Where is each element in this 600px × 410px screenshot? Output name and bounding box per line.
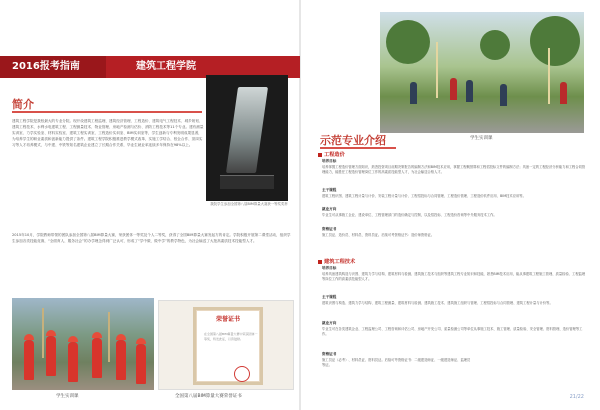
student-figure xyxy=(410,82,417,104)
tree xyxy=(530,16,580,66)
demo-underline xyxy=(320,147,396,149)
job-label: 就业方向 xyxy=(322,321,337,325)
goal-label: 培养目标 xyxy=(322,266,337,270)
cert-text: 施工员证（必考）、材料员证、资料员证。后续可考资格证书：二级建造师证、一级建造师证、监理员等证。 xyxy=(322,358,471,368)
certificate-photo xyxy=(158,300,294,390)
survey-pole xyxy=(436,42,438,98)
course-text: 建筑识图与构造、建筑力学与结构、建筑工程测量、建筑材料与检测、建筑施工技术、建筑施工组织与管理、工程招投标与合同管理、建筑工程计量与计价等。 xyxy=(322,301,553,305)
students-training-photo xyxy=(12,298,154,390)
practice-photo-caption: 学生实训课 xyxy=(470,136,493,141)
student-figure xyxy=(450,78,457,100)
cert-text: 施工员证、造价员、材料员、资料员证。后续可考资格证书：造价师资格证。 xyxy=(322,233,435,237)
page-number: 21/22 xyxy=(569,394,584,400)
certificate-frame xyxy=(193,307,263,385)
square-bullet-icon xyxy=(318,153,322,157)
major-heading xyxy=(318,151,345,158)
trophy-caption: 我院学生参加全国第八届BIM算量大赛获一等奖奖杯 xyxy=(210,202,288,206)
student-figure xyxy=(466,80,473,102)
trophy-glass xyxy=(226,87,268,173)
major-heading xyxy=(318,258,355,265)
student-figure xyxy=(46,336,56,376)
tree xyxy=(386,20,430,64)
trophy-base xyxy=(220,175,274,189)
square-bullet-icon xyxy=(318,260,322,264)
goal-label: 培养目标 xyxy=(322,159,337,163)
student-figure xyxy=(136,344,146,384)
student-figure xyxy=(500,84,507,106)
students-photo-caption: 学生实训课 xyxy=(56,394,79,399)
college-title: 建筑工程学院 xyxy=(136,61,196,72)
student-figure xyxy=(68,342,78,382)
major-name: 建筑工程技术 xyxy=(324,259,356,265)
cert-label: 资格证书 xyxy=(322,227,337,231)
intro-paragraph-2: 2015年10月，学院教师带领的团队参加全国第八届BIM算量大赛，荣获团体一等奖及个人二等奖，获得了全国BIM算量大赛发起方的肯定。学院积极开展第二课堂活动，组织学生参加各类技能竞赛，“全面育人、服务社会”的办学理念得到广泛认可，形成了“学中做、做中学”的教学特色，为社会输送了大批高素质技术技能型人才。 xyxy=(12,233,291,244)
student-figure xyxy=(116,340,126,380)
course-label: 主干课程 xyxy=(322,295,337,299)
course-text: 建筑工程识图、建筑工程计量与计价、安装工程计量与计价、工程招投标与合同管理、工程造价管理、工程造价软件应用、BIM技术应用等。 xyxy=(322,194,526,198)
trophy-photo xyxy=(206,75,288,201)
intro-underline xyxy=(12,111,202,113)
intro-heading: 简介 xyxy=(12,98,34,111)
student-figure xyxy=(560,82,567,104)
guide-title: 2016报考指南 xyxy=(0,56,106,78)
certificate-text: 在全国第八届BIM算量大赛中荣获团体一等奖，特发此证，以资鼓励。 xyxy=(204,332,258,341)
job-text: 毕业生可在各类建筑企业、工程监理公司、工程咨询和评估公司、房地产开发公司、质量检测公司等单位从事施工技术、施工管理、质量检验、安全管理、资料管理、造价管理等工作。 xyxy=(322,327,583,337)
certificate-caption: 全国第八届BIM算量大赛荣誉证书 xyxy=(175,394,242,399)
job-text: 毕业生可从事施工企业、建设单位、工程管理部门的造价确定与控制，以及招投标、工程造价咨询等中介服务技术工作。 xyxy=(322,213,497,217)
student-figure xyxy=(92,338,102,378)
survey-pole xyxy=(108,312,110,362)
tree xyxy=(480,30,510,60)
certificate-title: 荣誉证书 xyxy=(215,316,240,323)
goal-text: 培养具备建筑构造与识图、建筑力学与结构、建筑材料与检测、建筑施工技术与组织等建筑工程专业知识和技能，熟悉BIM技术应用，能从事建筑工程施工管理、质量检验、工程监理等岗位工作的高素质技能型人才。 xyxy=(322,272,586,282)
demo-heading: 示范专业介绍 xyxy=(320,134,386,147)
practice-training-photo xyxy=(380,12,584,133)
major-name: 工程造价 xyxy=(324,152,345,158)
survey-pole xyxy=(548,48,550,104)
job-label: 就业方向 xyxy=(322,207,337,211)
course-label: 主干课程 xyxy=(322,188,337,192)
goal-text: 培养掌握工程造价管理方面知识，熟悉投资项目前期决策报告的编制方法和BIM技术应用，掌握工程概预算和工程招投标文件的编制方法；具备一定的工程经济分析能力和工程合同管理能力，能胜任工程造价管理岗位工作的高素质技能型人才，为社会输送合格人才。 xyxy=(322,165,586,175)
seal-icon xyxy=(234,366,250,382)
cert-label: 资格证书 xyxy=(322,352,337,356)
survey-pole xyxy=(42,308,44,358)
intro-paragraph-1: 建筑工程学院是我校最大的专业分院。现开设建筑工程监理、建筑经济管理、工程造价、建筑电气工程技术、城乡规划、建筑工程技术、水利水电建筑工程、工程测量技术、物业管理、房地产检测与估价、消防工程技术等11个专业。建有测量实训室、力学实验室、材料实验室、建筑工程实训室、工程造价实训室、BIM实训室等，学生创新与专利发明成果显著，为培养学生的职业素质和创新能力提供了条件。建筑工程学院积极推进教学模式改革，实施工学结合、校企合作、顶岗实习等人才培养模式，与中建、中铁等知名建筑企业建立了长期合作关系，毕业生就业率连续多年保持在98%以上。 xyxy=(12,119,204,148)
student-figure xyxy=(24,340,34,380)
